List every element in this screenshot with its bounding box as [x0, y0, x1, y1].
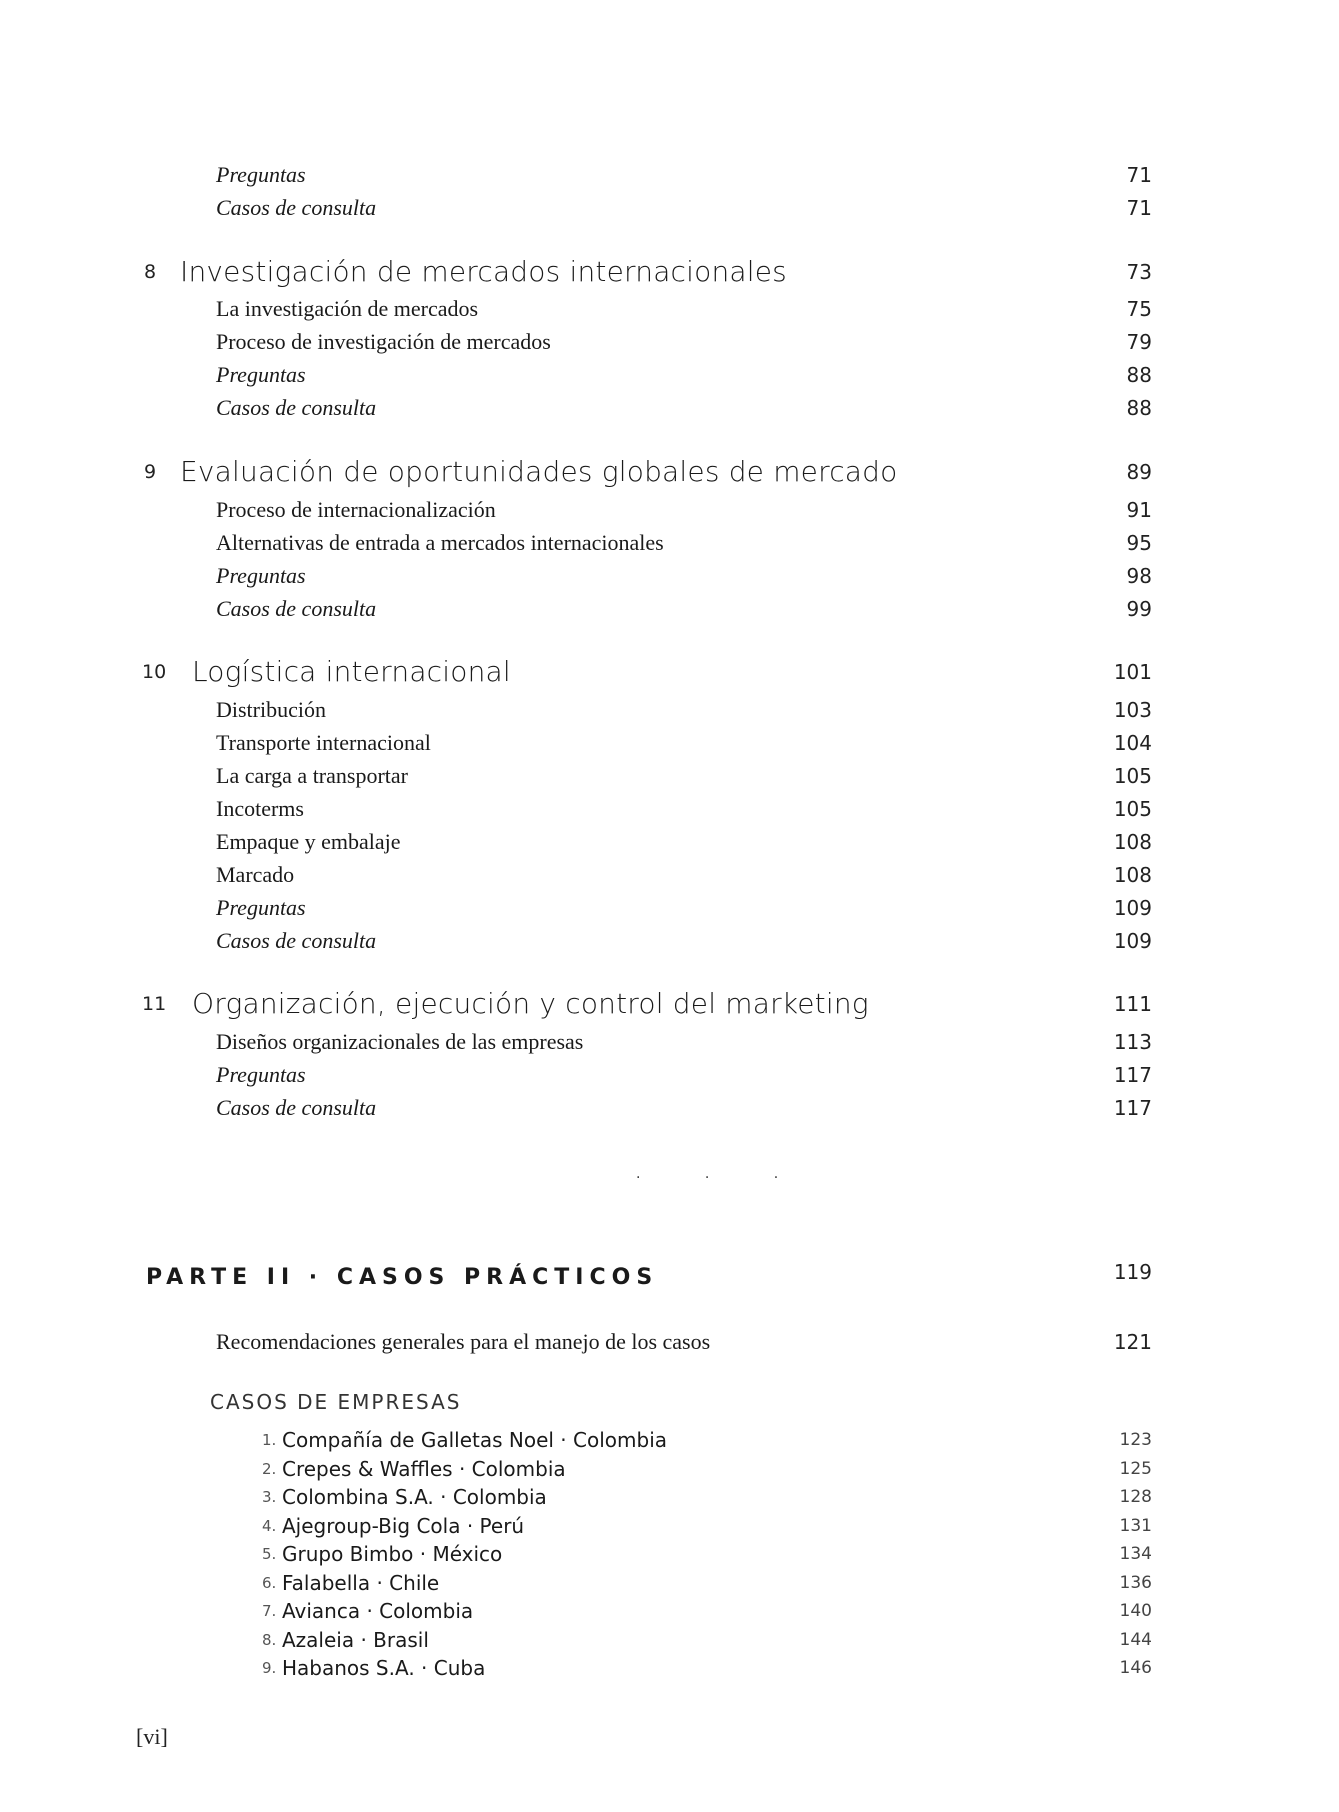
toc-entry	[0, 293, 1339, 325]
case-page: 146	[1119, 1658, 1152, 1678]
chapter-heading	[0, 252, 1339, 292]
case-entry	[0, 1426, 1339, 1454]
case-page: 134	[1119, 1544, 1152, 1564]
case-title: Crepes & Waffles · Colombia	[282, 1456, 566, 1481]
toc-entry-title: Casos de consulta	[216, 928, 377, 953]
toc-entry-title: La investigación de mercados	[216, 296, 479, 321]
case-title: Grupo Bimbo · México	[282, 1542, 503, 1566]
case-page: 123	[1119, 1430, 1152, 1450]
toc-entry-page: 91	[1126, 498, 1152, 522]
case-title: Ajegroup-Big Cola · Perú	[282, 1513, 525, 1538]
case-title: Habanos S.A. · Cuba	[282, 1656, 486, 1680]
toc-entry	[0, 1026, 1339, 1058]
case-number: 3.	[262, 1488, 277, 1506]
toc-entry-title: Preguntas	[216, 162, 306, 187]
case-title: Azaleia · Brasil	[282, 1627, 429, 1652]
toc-entry	[0, 527, 1339, 559]
toc-entry-page: 71	[1126, 163, 1152, 187]
case-entry	[0, 1597, 1339, 1625]
chapter-page: 101	[1113, 660, 1152, 684]
chapter-heading	[0, 984, 1339, 1024]
toc-entry-title: Empaque y embalaje	[216, 829, 401, 854]
case-number: 1.	[262, 1431, 277, 1449]
chapter-heading	[0, 652, 1339, 692]
case-page: 131	[1119, 1515, 1152, 1536]
chapter-title: Evaluación de oportunidades globales de mercado	[180, 455, 898, 488]
case-title: Compañía de Galletas Noel · Colombia	[282, 1428, 667, 1452]
toc-entry-page: 105	[1113, 764, 1152, 788]
case-number: 8.	[262, 1630, 277, 1649]
case-title: Colombina S.A. · Colombia	[282, 1485, 547, 1509]
case-number: 7.	[262, 1602, 277, 1620]
toc-entry	[0, 694, 1339, 726]
recommendations-title: Recomendaciones generales para el manejo de los casos	[216, 1329, 711, 1354]
toc-entry-title: Diseños organizacionales de las empresas	[216, 1029, 584, 1054]
part-heading: PARTE II · CASOS PRÁCTICOS	[146, 1265, 659, 1290]
chapter-title: Organización, ejecución y control del marketing	[192, 987, 869, 1020]
toc-entry-page: 109	[1113, 929, 1152, 953]
toc-entry	[0, 925, 1339, 957]
case-entry	[0, 1626, 1339, 1654]
part-page: 119	[1113, 1260, 1152, 1284]
case-number: 6.	[262, 1573, 277, 1592]
case-page: 136	[1119, 1572, 1152, 1593]
chapter-title: Investigación de mercados internacionales	[180, 255, 787, 288]
toc-entry	[0, 892, 1339, 924]
toc-entry	[0, 560, 1339, 592]
toc-entry-page: 105	[1113, 797, 1152, 821]
toc-entry-title: Incoterms	[216, 796, 304, 821]
toc-entry	[0, 159, 1339, 191]
section-separator: · · ·	[636, 1170, 809, 1186]
chapter-heading	[0, 452, 1339, 492]
chapter-number: 11	[142, 993, 167, 1015]
toc-entry-page: 113	[1113, 1030, 1152, 1054]
toc-entry-title: Preguntas	[216, 362, 306, 387]
toc-entry	[0, 727, 1339, 759]
toc-entry-page: 71	[1126, 196, 1152, 220]
chapter-number: 8	[144, 261, 157, 283]
toc-entry	[0, 1059, 1339, 1091]
toc-entry	[0, 826, 1339, 858]
toc-entry-page: 108	[1113, 863, 1152, 887]
toc-entry-page: 117	[1113, 1063, 1152, 1087]
toc-entry-title: Alternativas de entrada a mercados internacionales	[216, 530, 664, 555]
cases-heading: CASOS DE EMPRESAS	[210, 1390, 462, 1414]
toc-entry-title: Casos de consulta	[216, 596, 377, 621]
toc-entry-page: 75	[1126, 297, 1152, 321]
toc-entry-page: 103	[1113, 698, 1152, 722]
toc-entry-title: Preguntas	[216, 1062, 306, 1087]
toc-entry-title: Casos de consulta	[216, 195, 377, 220]
toc-entry-page: 108	[1113, 830, 1152, 854]
case-page: 125	[1119, 1458, 1152, 1479]
case-entry	[0, 1483, 1339, 1511]
toc-entry-title: Transporte internacional	[216, 730, 431, 755]
toc-entry-page: 99	[1126, 597, 1152, 621]
toc-entry	[0, 192, 1339, 224]
toc-entry	[0, 326, 1339, 358]
toc-entry-title: La carga a transportar	[216, 763, 408, 788]
toc-entry-title: Preguntas	[216, 563, 306, 588]
case-entry	[0, 1569, 1339, 1597]
toc-entry	[0, 1092, 1339, 1124]
toc-entry-page: 117	[1113, 1096, 1152, 1120]
toc-entry-title: Preguntas	[216, 895, 306, 920]
chapter-title: Logística internacional	[192, 655, 511, 688]
chapter-page: 111	[1113, 992, 1152, 1016]
case-entry	[0, 1512, 1339, 1540]
case-entry	[0, 1654, 1339, 1682]
toc-entry-page: 79	[1126, 330, 1152, 354]
case-page: 144	[1119, 1629, 1152, 1650]
case-page: 128	[1119, 1487, 1152, 1507]
toc-entry	[0, 392, 1339, 424]
case-entry	[0, 1540, 1339, 1568]
case-entry	[0, 1455, 1339, 1483]
toc-entry-title: Proceso de internacionalización	[216, 497, 496, 522]
case-title: Avianca · Colombia	[282, 1599, 474, 1623]
toc-entry	[0, 359, 1339, 391]
toc-entry-page: 98	[1126, 564, 1152, 588]
recommendations-page: 121	[1113, 1330, 1152, 1354]
toc-entry-title: Casos de consulta	[216, 395, 377, 420]
page-folio: [vi]	[136, 1724, 168, 1749]
chapter-number: 10	[142, 661, 167, 683]
case-number: 5.	[262, 1545, 277, 1563]
case-number: 2.	[262, 1459, 277, 1478]
toc-entry	[0, 859, 1339, 891]
toc-entry-title: Distribución	[216, 697, 326, 722]
chapter-page: 89	[1126, 460, 1152, 484]
toc-entry-page: 95	[1126, 531, 1152, 555]
toc-entry	[0, 593, 1339, 625]
chapter-page: 73	[1126, 260, 1152, 284]
toc-entry-title: Proceso de investigación de mercados	[216, 329, 551, 354]
toc-entry-page: 88	[1126, 363, 1152, 387]
toc-entry	[0, 760, 1339, 792]
toc-entry-title: Casos de consulta	[216, 1095, 377, 1120]
toc-entry	[0, 494, 1339, 526]
case-title: Falabella · Chile	[282, 1570, 440, 1595]
toc-entry	[0, 1326, 1339, 1358]
case-number: 4.	[262, 1516, 277, 1535]
case-number: 9.	[262, 1659, 277, 1677]
case-page: 140	[1119, 1601, 1152, 1621]
toc-entry-page: 109	[1113, 896, 1152, 920]
toc-entry-title: Marcado	[216, 862, 295, 887]
toc-entry-page: 104	[1113, 731, 1152, 755]
toc-entry-page: 88	[1126, 396, 1152, 420]
chapter-number: 9	[144, 461, 157, 483]
toc-entry	[0, 793, 1339, 825]
